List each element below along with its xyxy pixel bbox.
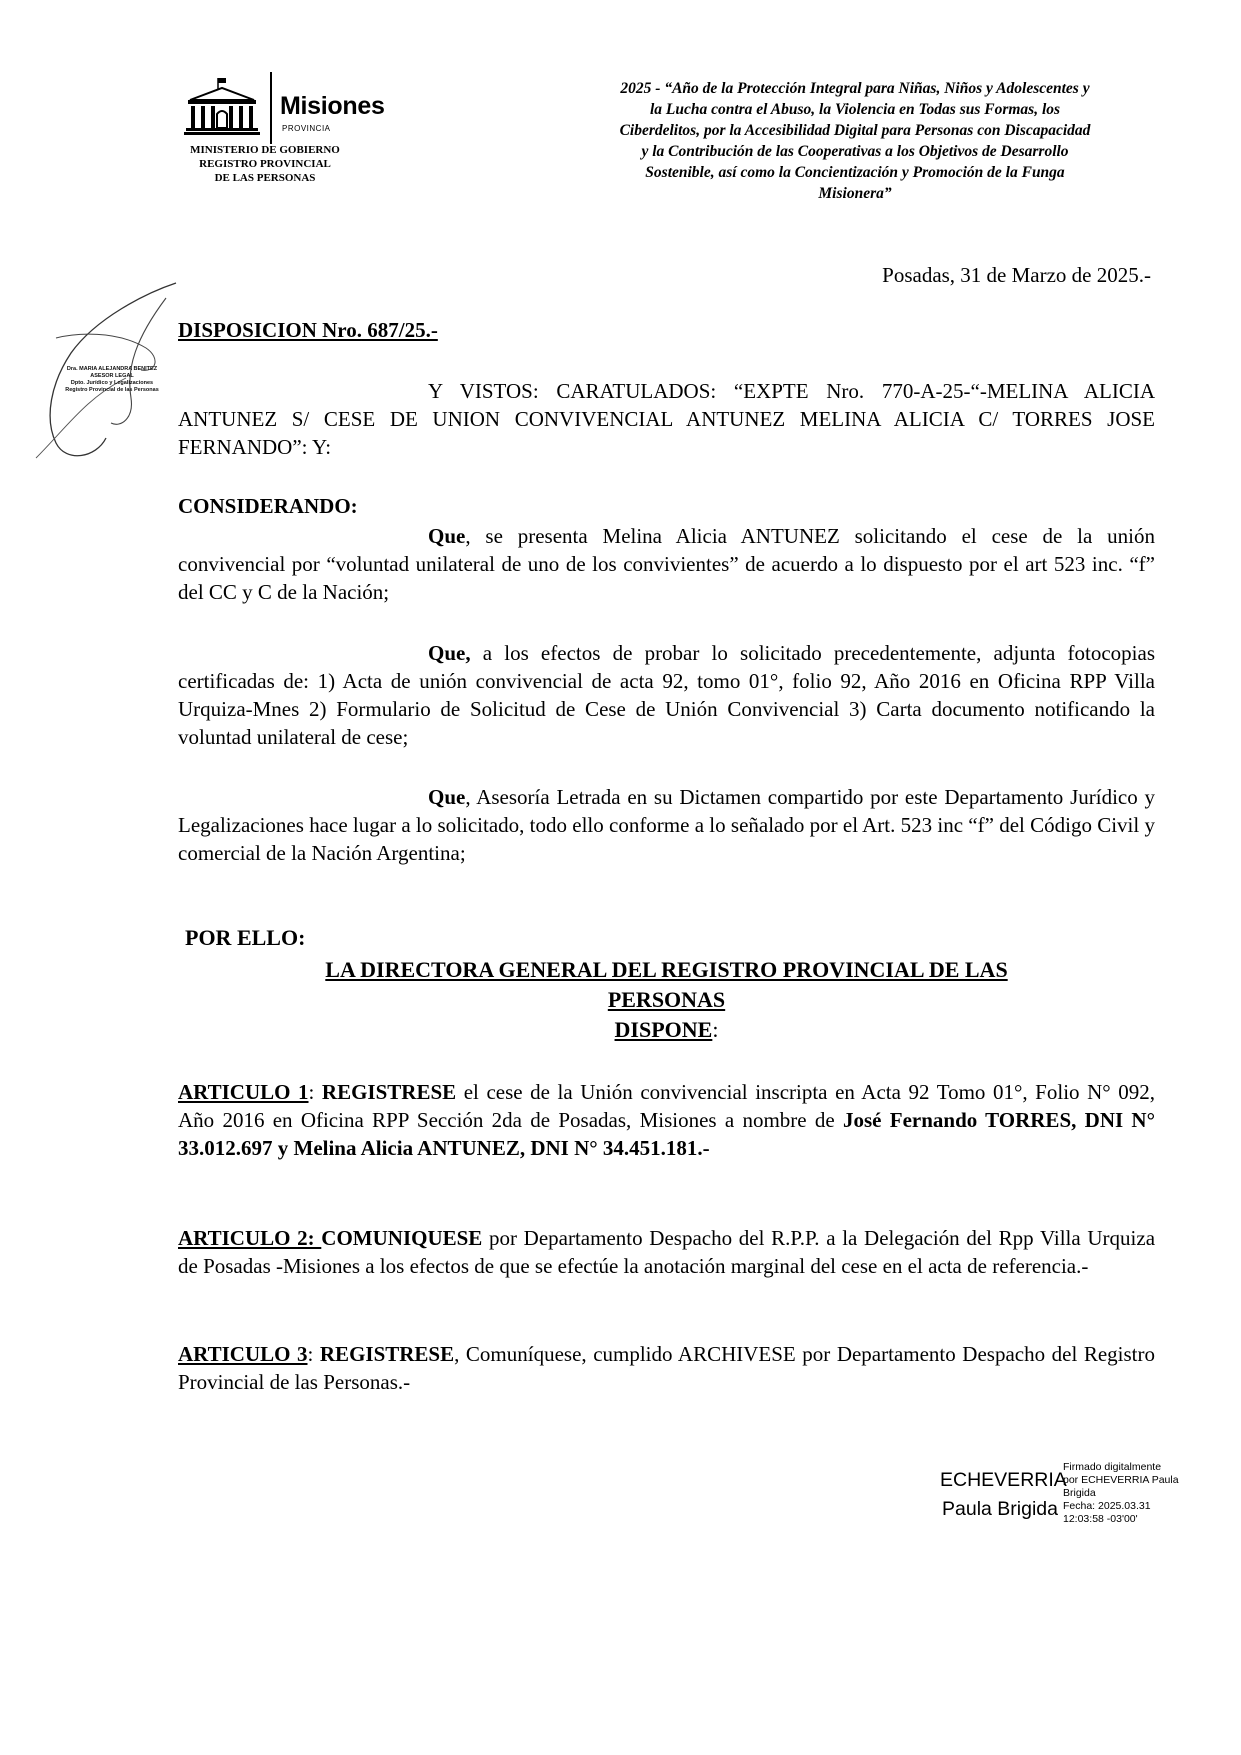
- articulo-1: [178, 1078, 1155, 1162]
- articulo-2: [178, 1224, 1155, 1280]
- ministry-line: DE LAS PERSONAS: [214, 172, 316, 184]
- motto-line: y la Contribución de las Cooperativas a los Objetivos de Desarrollo: [641, 143, 1069, 160]
- stamp-line: Dpto. Jurídico y Legalizaciones: [70, 380, 154, 386]
- digital-signature-name: [940, 1466, 1067, 1524]
- paragraph-lead: Que: [428, 785, 466, 809]
- motto-line: Sostenible, así como la Concientización y Promoción de la Funga: [645, 164, 1065, 181]
- year-motto: [560, 78, 1150, 204]
- articulo-label: ARTICULO 1: [178, 1080, 309, 1104]
- considerando-title: CONSIDERANDO:: [178, 494, 358, 518]
- paragraph-text: , Asesoría Letrada en su Dictamen compartido por este Departamento Jurídico y Legalizaciones hace lugar a lo solicitado, todo ello conforme a lo señalado por el Art. 523 inc “f” del Código Civil y comercial de la Nación Argentina;: [178, 785, 1155, 865]
- signature-info-line: 12:03:58 -03'00': [1063, 1513, 1138, 1525]
- articulo-sep: :: [308, 1080, 322, 1104]
- dispone-colon: :: [712, 1017, 719, 1042]
- articulo-text: , Comuníquese, cumplido ARCHIVESE por Departamento Despacho del Registro Provincial de las Personas.-: [178, 1342, 1155, 1394]
- articulo-sep: :: [307, 1342, 320, 1366]
- digital-signature-info: [1063, 1461, 1181, 1526]
- vistos-text: Y VISTOS: CARATULADOS: “EXPTE Nro. 770-A-25-“-MELINA ALICIA ANTUNEZ S/ CESE DE UNION CONVIVENCIAL ANTUNEZ MELINA ALICIA C/ TORRES JOSE FERNANDO”: Y:: [178, 379, 1155, 459]
- logo-name: Misiones: [280, 92, 385, 120]
- signature-info-line: por ECHEVERRIA Paula: [1063, 1474, 1179, 1486]
- disposicion-title: [178, 318, 438, 343]
- signature-info-line: Brigida: [1063, 1487, 1096, 1499]
- articulo-3: [178, 1340, 1155, 1396]
- date-line: Posadas, 31 de Marzo de 2025.-: [882, 263, 1151, 287]
- disposicion-number: 687/25.-: [361, 318, 438, 342]
- stamp-line: Dra. MARIA ALEJANDRA BENITEZ: [66, 366, 158, 372]
- paragraph-text: a los efectos de probar lo solicitado precedentemente, adjunta fotocopias certificadas de: 1) Acta de unión convivencial de acta 92, tomo 01°, folio 92, Año 2016 en Oficina RPP Villa Urquiza-Mnes 2) Formulario de Solicitud de Cese de Unión Convivencial 3) Carta documento notificando la voluntad unilateral de cese;: [178, 641, 1155, 749]
- articulo-verb: COMUNIQUESE: [321, 1226, 483, 1250]
- ministry-line: MINISTERIO DE GOBIERNO: [190, 144, 340, 156]
- logo-subtitle: PROVINCIA: [282, 124, 331, 133]
- articulo-text: el cese de la Unión convivencial inscripta en Acta 92 Tomo 01°, Folio N° 092, Año 2016 en Oficina RPP Sección 2da de Posadas, Misiones a nombre de: [178, 1080, 1155, 1132]
- government-building-icon: [182, 76, 262, 136]
- considerando-paragraph: [178, 522, 1155, 606]
- motto-line: la Lucha contra el Abuso, la Violencia en Todas sus Formas, los: [649, 101, 1061, 118]
- signature-stamp-text: [62, 366, 162, 394]
- ministry-line: REGISTRO PROVINCIAL: [199, 158, 331, 170]
- considerando-paragraph: [178, 783, 1155, 867]
- articulo-text: por Departamento Despacho del R.P.P. a la Delegación del Rpp Villa Urquiza de Posadas -Misiones a los efectos de que se efectúe la anotación marginal del cese en el acta de referencia.-: [178, 1226, 1156, 1278]
- signature-name-line: Paula Brigida: [942, 1498, 1058, 1520]
- vistos-paragraph: [178, 377, 1155, 461]
- paragraph-lead: Que,: [428, 641, 471, 665]
- motto-line: 2025 - “Año de la Protección Integral para Niñas, Niños y Adolescentes y: [620, 80, 1090, 97]
- ministry-lines: [170, 143, 360, 185]
- motto-line: Misionera”: [818, 185, 892, 202]
- signature-info-line: Firmado digitalmente: [1063, 1461, 1162, 1473]
- articulo-verb: REGISTRESE: [319, 1342, 455, 1366]
- stamp-line: Registro Provincial de las Personas: [65, 387, 159, 393]
- stamp-line: ASESOR LEGAL: [90, 373, 134, 379]
- directora-heading: [178, 955, 1155, 1045]
- dispone-line: [178, 1015, 1155, 1045]
- directora-line: PERSONAS: [607, 987, 726, 1012]
- signature-info-line: Fecha: 2025.03.31: [1063, 1500, 1151, 1512]
- articulo-label: ARTICULO 3: [178, 1342, 308, 1366]
- logo-divider: [270, 72, 272, 144]
- paragraph-text: , se presenta Melina Alicia ANTUNEZ solicitando el cese de la unión convivencial por “voluntad unilateral de uno de los convivientes” de acuerdo a lo dispuesto por el art 523 inc. “f” del CC y C de la Nación;: [178, 524, 1155, 604]
- signature-name-line: ECHEVERRIA: [940, 1469, 1067, 1491]
- considerando-paragraph: [178, 639, 1155, 751]
- articulo-label: ARTICULO 2:: [178, 1226, 322, 1250]
- por-ello-heading: POR ELLO:: [185, 925, 306, 950]
- motto-line: Ciberdelitos, por la Accesibilidad Digital para Personas con Discapacidad: [619, 122, 1091, 139]
- paragraph-lead: Que: [428, 524, 466, 548]
- directora-line: LA DIRECTORA GENERAL DEL REGISTRO PROVINCIAL DE LAS: [325, 957, 1008, 982]
- dispone-word: DISPONE: [614, 1017, 713, 1042]
- disposicion-label: DISPOSICION Nro.: [178, 318, 362, 342]
- articulo-bold-text: José Fernando TORRES, DNI N° 33.012.697 y Melina Alicia ANTUNEZ, DNI N° 34.451.181.-: [178, 1108, 1155, 1160]
- articulo-verb: REGISTRESE: [321, 1080, 457, 1104]
